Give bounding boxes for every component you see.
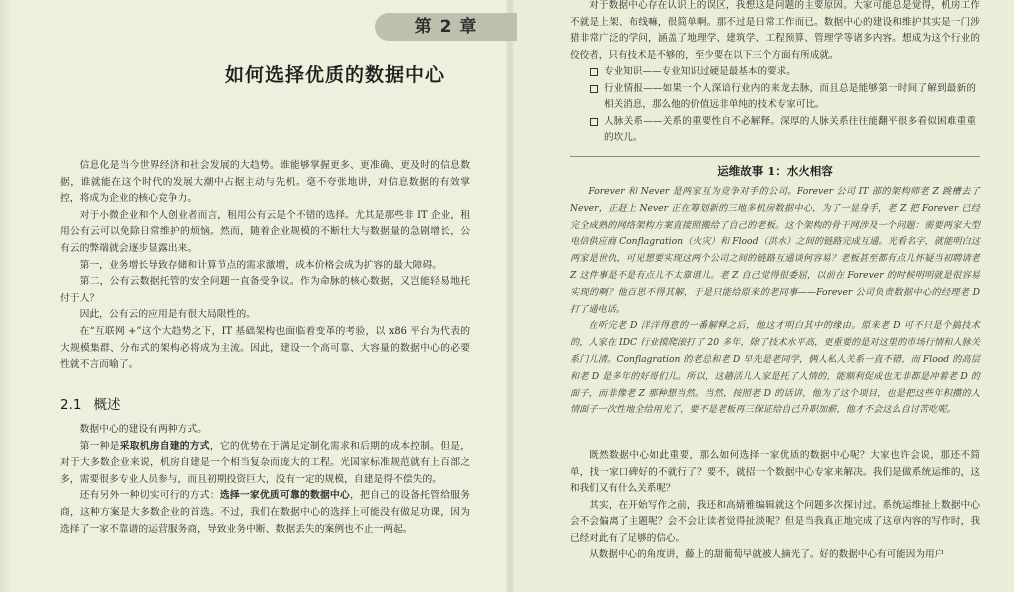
section-paragraph: 还有另外一种切实可行的方式：选择一家优质可靠的数据中心，把自己的设备托管给服务商，这种方案是大多数企业的首选。不过，我们在数据中心的选择上可能没有做足功课，因为选择了一家不靠谱的运营服务商，导致业务中断、数据丢失的案例也不止一两起。 xyxy=(60,490,471,535)
checkbox-bullet-icon xyxy=(590,118,598,126)
intro-paragraph: 第一，业务增长导致存储和计算节点的需求激增，成本价格会成为扩容的最大障碍。 xyxy=(79,259,443,271)
story-paragraph: 在听完老 D 洋洋得意的一番解释之后，他这才明白其中的缘由。原来老 D 可不只是个搞技术的，人家在 IDC 行业摸爬滚打了 20 多年，除了技术水平高，更重要的是对这里的市场行情和人脉关系门儿清。Conflagration 的老总和老 D 早先是老同学，俩人私人关系一直不错，而 Flood 的高层和老 D 是多年的好哥们儿。所以，这趟活儿人家是托了人情的，能顺利促成也无非都是冲着老 D 的面子，而非像老 Z 那种想当然。当然，按照老 D 的话讲，他为了这个项目，也是把这些年积攒的人情面子一次性地全给用光了，要不是老板再三保证给自己升职加薪，他才不会这么自讨苦吃呢。 xyxy=(570,320,980,416)
intro-paragraph: 信息化是当今世界经济和社会发展的大趋势。谁能够掌握更多、更准确、更及时的信息数据，谁就能在这个时代的发展大潮中占据主动与先机。毫不夸张地讲，对信息数据的有效掌控，将成为企业的核心竞争力。 xyxy=(60,160,470,205)
top-paragraph: 对于数据中心存在认识上的误区，我想这是问题的主要原因。大家可能总是觉得，机房工作不就是上架、布线嘛，很简单啊。那不过是日常工作而已。数据中心的建设和维护其实是一门涉猎非常广泛的学问，涵盖了地理学、建筑学、工程预算、管理学等诸多内容。想成为这个行业的佼佼者，只有技术是不够的，至少要在以下三个方面有所成就。 xyxy=(570,0,980,61)
right-bottom-text xyxy=(570,448,980,564)
intro-paragraph: 在“互联网 +”这个大趋势之下，IT 基础架构也面临着变革的考验，以 x86 平台为代表的大规模集群、分布式的架构必将成为主流。因此，建设一个高可靠、大容量的数据中心的必要性就不言而喻了。 xyxy=(60,325,470,371)
story-title: 运维故事 1：水火相容 xyxy=(717,164,833,178)
book-gutter xyxy=(506,0,514,592)
section-number: 2.1 xyxy=(60,397,82,413)
section-text xyxy=(60,422,470,538)
chapter-tab: 第 2 章 xyxy=(375,13,517,41)
checkbox-bullet-icon xyxy=(590,85,598,93)
story-box xyxy=(570,184,980,419)
intro-paragraph: 第二，公有云数据托管的安全问题一直备受争议。作为命脉的核心数据，又岂能轻易地托付于人？ xyxy=(60,276,470,304)
chapter-title: 如何选择优质的数据中心 xyxy=(224,64,445,86)
bullet-item: 人脉关系——关系的重要性自不必解释。深厚的人脉关系往往能翻平很多看似困难重重的坎儿。 xyxy=(570,114,980,147)
story-paragraph: Forever 和 Never 是两家互为竞争对手的公司。Forever 公司 IT 部的架构师老 Z 跳槽去了 Never，正赶上 Never 正在筹划新的三地多机房数据中心，为了一显身手，老 Z 把 Forever 已经完全成熟的网络架构方案直接照搬给了自己的老板。这个架构的骨干网涉及一个问题：需要两家大型电信供应商 Conflagration（火灾）和 Flood（洪水）之间的链路完成互通。光看名字，就能明白这两家是世仇，可见想要实现这两个公司之间的链路互通谈何容易？老板甚至都有点儿怀疑当初聘请老 Z 这件事是不是有点儿不太靠谱儿。老 Z 自己觉得很委屈，以前在 Forever 的时候明明就是很容易实现的啊？他百思不得其解，于是只能给原来的老同事——Forever 公司负责数据中心的经理老 D 打了通电话。 xyxy=(570,186,980,315)
bullet-item: 专业知识——专业知识过硬是最基本的要求。 xyxy=(570,64,980,81)
bottom-paragraph: 其实，在开始写作之前，我还和高婧雅编辑就这个问题多次探讨过。系统运维扯上数据中心会不会偏离了主题呢？会不会让读者觉得扯淡呢？但是当我真正地完成了这章内容的写作时，我已经对此有了足够的信心。 xyxy=(570,499,980,544)
bullet-list xyxy=(570,64,980,147)
bullet-item: 行业情报——如果一个人深谙行业内的来龙去脉，而且总是能够第一时间了解到最新的相关消息，那么他的价值远非单纯的技术专家可比。 xyxy=(570,81,980,114)
bottom-paragraph: 既然数据中心如此重要，那么如何选择一家优质的数据中心呢？大家也许会说，那还不简单，找一家口碑好的不就行了？要不，就招一个数据中心专家来解决。我们是做系统运维的，这和我们又有什么关系呢？ xyxy=(570,450,980,494)
checkbox-bullet-icon xyxy=(590,68,598,76)
section-title: 概述 xyxy=(93,397,121,413)
section-paragraph: 第一种是采取机房自建的方式，它的优势在于满足定制化需求和后期的成本控制。但是，对于大多数企业来说，机房自建是一个相当复杂而庞大的工程。光国家标准规范就有上百部之多，需要很多专业人员参与，而且初期投资巨大，没有一定的规模，自建是得不偿失的。 xyxy=(60,440,471,485)
intro-paragraph: 因此，公有云的应用是有很大局限性的。 xyxy=(79,309,256,321)
section-heading xyxy=(60,393,120,413)
page-edge xyxy=(0,0,12,592)
story-divider xyxy=(570,156,980,157)
bottom-paragraph: 从数据中心的角度讲，藤上的甜葡萄早就被人摘光了。好的数据中心有可能因为用户 xyxy=(589,549,945,560)
right-top-text xyxy=(570,0,980,147)
intro-paragraph: 对于小微企业和个人创业者而言，租用公有云是个不错的选择。尤其是那些非 IT 企业，租用公有云可以免除日常维护的烦恼。然而，随着企业规模的不断壮大与数据量的急剧增长，公有云的弊端就会逐步显露出来。 xyxy=(60,209,470,254)
section-paragraph: 数据中心的建设有两种方式。 xyxy=(79,424,207,435)
intro-text xyxy=(60,158,470,374)
